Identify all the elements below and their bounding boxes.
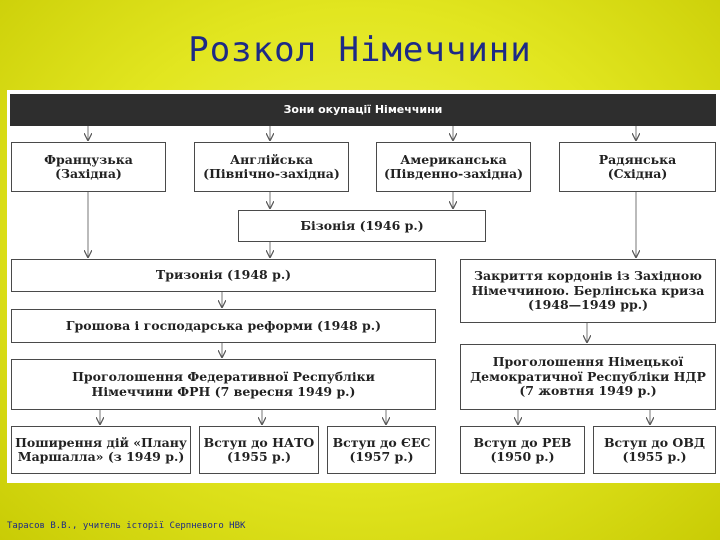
warsaw-line2: (1955 р.) bbox=[622, 449, 687, 464]
zone-british-desc: (Північно-західна) bbox=[203, 166, 340, 181]
frg-line1: Проголошення Федеративної Республіки bbox=[72, 369, 375, 385]
reform-label: Грошова і господарська реформи (1948 р.) bbox=[65, 317, 382, 333]
zone-british-name: Англійська bbox=[229, 151, 314, 167]
zone-british-box bbox=[194, 142, 349, 192]
bizonia-label: Бізонія (1946 р.) bbox=[300, 217, 424, 233]
comecon-line2: (1950 р.) bbox=[490, 449, 555, 464]
zone-french-box bbox=[11, 142, 166, 192]
diagram-header: Зони окупації Німеччини bbox=[10, 94, 716, 126]
bizonia-box bbox=[238, 210, 486, 242]
zone-american-desc: (Південно-західна) bbox=[383, 166, 524, 181]
warsaw-line1: Вступ до ОВД bbox=[603, 434, 705, 450]
marshall-line2: Маршалла» (з 1949 р.) bbox=[17, 449, 185, 464]
frg-line2: Німеччини ФРН (7 вересня 1949 р.) bbox=[91, 383, 356, 399]
zone-soviet-desc: (Східна) bbox=[607, 166, 668, 181]
nato-box bbox=[199, 426, 319, 474]
marshall-line1: Поширення дій «Плану bbox=[15, 434, 187, 450]
warsaw-pact-box bbox=[593, 426, 716, 474]
nato-line1: Вступ до НАТО bbox=[203, 434, 315, 450]
gdr-line3: (7 жовтня 1949 р.) bbox=[519, 383, 657, 399]
comecon-line1: Вступ до РЕВ bbox=[473, 434, 572, 450]
reform-box bbox=[11, 309, 436, 343]
berlin-crisis-line2: Німеччиною. Берлінська криза bbox=[471, 282, 705, 298]
nato-line2: (1955 р.) bbox=[226, 449, 292, 464]
eec-line1: Вступ до ЄЕС bbox=[332, 434, 431, 450]
eec-box bbox=[327, 426, 436, 474]
gdr-line1: Проголошення Німецької bbox=[492, 354, 684, 370]
zone-french-desc: (Західна) bbox=[55, 166, 122, 181]
frg-box bbox=[11, 359, 436, 410]
zone-french-name: Французька bbox=[44, 151, 133, 167]
page-title: Розкол Німеччини bbox=[188, 30, 532, 70]
marshall-plan-box bbox=[11, 426, 191, 474]
comecon-box bbox=[460, 426, 585, 474]
eec-line2: (1957 р.) bbox=[349, 449, 414, 464]
berlin-crisis-line3: (1948—1949 рр.) bbox=[527, 297, 649, 313]
gdr-line2: Демократичної Республіки НДР bbox=[470, 368, 706, 384]
zone-american-box bbox=[376, 142, 531, 192]
zone-american-name: Американська bbox=[400, 151, 507, 167]
trizonia-box bbox=[11, 259, 436, 292]
zone-soviet-box bbox=[559, 142, 716, 192]
gdr-box bbox=[460, 344, 716, 410]
trizonia-label: Тризонія (1948 р.) bbox=[155, 267, 292, 283]
berlin-crisis-line1: Закриття кордонів із Західною bbox=[474, 268, 702, 284]
berlin-crisis-box bbox=[460, 259, 716, 323]
zone-soviet-name: Радянська bbox=[598, 151, 677, 167]
author-footer: Тарасов В.В., учитель історії Серпневого НВК bbox=[7, 521, 246, 531]
